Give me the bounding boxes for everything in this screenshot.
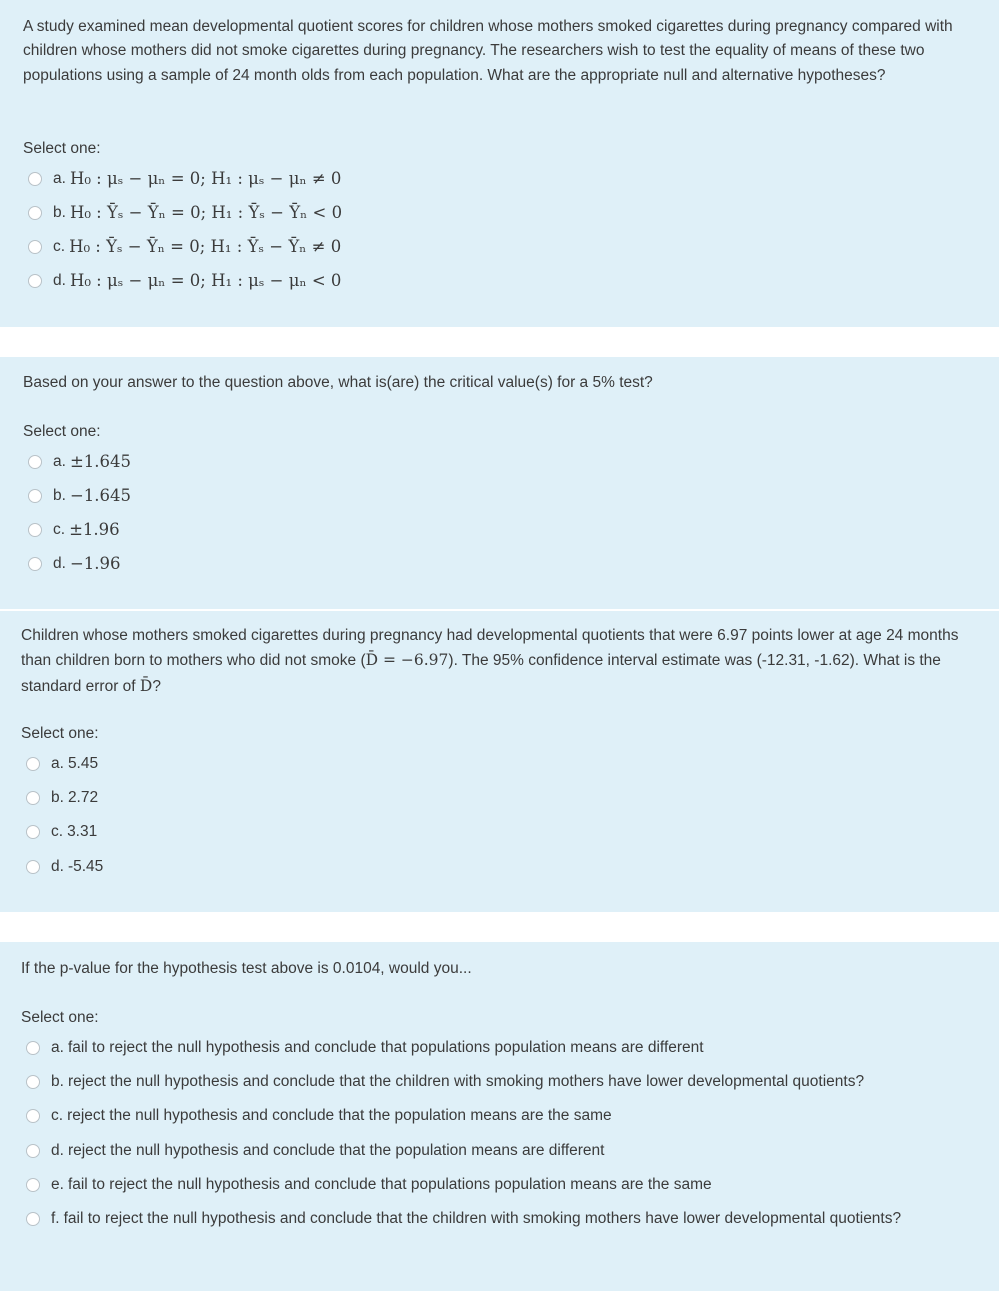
radio-button[interactable] bbox=[28, 206, 42, 220]
question-3-text-part3: ? bbox=[152, 677, 161, 695]
option-formula: H₀ : μₛ − μₙ = 0; H₁ : μₛ − μₙ < 0 bbox=[69, 271, 342, 290]
question-3-text bbox=[21, 624, 981, 699]
dbar-expression: D̄ = −6.97 bbox=[365, 651, 449, 670]
q4-option-e[interactable] bbox=[26, 1173, 976, 1197]
radio-button[interactable] bbox=[28, 172, 42, 186]
option-label: reject the null hypothesis and conclude that the population means are different bbox=[67, 1142, 605, 1159]
q3-option-c[interactable] bbox=[26, 820, 97, 844]
option-label: -5.45 bbox=[67, 858, 104, 875]
radio-button[interactable] bbox=[26, 1212, 40, 1226]
option-value: −1.645 bbox=[69, 486, 131, 505]
q1-option-d[interactable] bbox=[28, 269, 341, 293]
option-letter: c. bbox=[51, 823, 64, 840]
option-letter: e. bbox=[51, 1176, 64, 1193]
radio-button[interactable] bbox=[26, 1041, 40, 1055]
option-letter: a. bbox=[51, 1039, 64, 1056]
option-label: reject the null hypothesis and conclude that the children with smoking mothers have lower developmental quotients? bbox=[67, 1073, 865, 1090]
option-label: 2.72 bbox=[67, 789, 99, 806]
question-3-text-part2: ). The 95% confidence interval estimate was (-12.31, -1.62). What is the standard error of bbox=[21, 652, 941, 695]
option-letter: c. bbox=[53, 238, 66, 255]
question-card-4 bbox=[0, 942, 999, 1291]
radio-button[interactable] bbox=[28, 240, 42, 254]
option-letter: c. bbox=[51, 1107, 64, 1124]
question-card-3 bbox=[0, 611, 999, 912]
q1-option-c[interactable] bbox=[28, 235, 341, 259]
q4-option-a[interactable] bbox=[26, 1036, 976, 1060]
q3-option-d[interactable] bbox=[26, 855, 103, 879]
radio-button[interactable] bbox=[26, 860, 40, 874]
q4-option-d[interactable] bbox=[26, 1139, 976, 1163]
option-label: fail to reject the null hypothesis and conclude that populations population means are different bbox=[67, 1039, 704, 1056]
radio-button[interactable] bbox=[26, 825, 40, 839]
option-letter: d. bbox=[53, 555, 66, 572]
radio-button[interactable] bbox=[26, 757, 40, 771]
option-letter: a. bbox=[51, 755, 64, 772]
q1-option-b[interactable] bbox=[28, 201, 342, 225]
question-4-text: If the p-value for the hypothesis test above is 0.0104, would you... bbox=[21, 960, 472, 977]
select-one-label: Select one: bbox=[21, 725, 99, 742]
radio-button[interactable] bbox=[26, 791, 40, 805]
radio-button[interactable] bbox=[28, 274, 42, 288]
option-value: ±1.645 bbox=[69, 452, 131, 471]
question-3-text-part1: Children whose mothers smoked cigarettes during pregnancy had developmental quotients that were 6.97 points lower at age 24 months than children born to mothers who did not smoke ( bbox=[21, 627, 959, 670]
option-letter: a. bbox=[53, 453, 66, 470]
radio-button[interactable] bbox=[28, 455, 42, 469]
q2-option-b[interactable] bbox=[28, 484, 131, 508]
option-letter: d. bbox=[53, 272, 66, 289]
option-letter: f. bbox=[51, 1210, 60, 1227]
q3-option-a[interactable] bbox=[26, 752, 98, 776]
q1-option-a[interactable] bbox=[28, 167, 341, 191]
question-card-2 bbox=[0, 357, 999, 609]
option-value: −1.96 bbox=[69, 554, 121, 573]
select-one-label: Select one: bbox=[23, 140, 101, 157]
option-label: 5.45 bbox=[67, 755, 99, 772]
radio-button[interactable] bbox=[26, 1109, 40, 1123]
q2-option-a[interactable] bbox=[28, 450, 131, 474]
option-letter: d. bbox=[51, 1142, 64, 1159]
option-letter: b. bbox=[51, 789, 64, 806]
question-2-text: Based on your answer to the question above, what is(are) the critical value(s) for a 5% test? bbox=[23, 374, 653, 391]
dbar-symbol: D̄ bbox=[139, 676, 153, 695]
question-1-text: A study examined mean developmental quotient scores for children whose mothers smoked cigarettes during pregnancy compared with children whose mothers did not smoke cigarettes during pregnancy. The researchers wish to test the equality of means of these two populations using a sample of 24 month olds from each population. What are the appropriate null and alternative hypotheses? bbox=[23, 18, 953, 84]
option-formula: H₀ : Ȳₛ − Ȳₙ = 0; H₁ : Ȳₛ − Ȳₙ ≠ 0 bbox=[69, 237, 342, 256]
option-letter: d. bbox=[51, 858, 64, 875]
radio-button[interactable] bbox=[28, 489, 42, 503]
q4-option-f[interactable] bbox=[26, 1207, 921, 1231]
radio-button[interactable] bbox=[26, 1075, 40, 1089]
option-label: 3.31 bbox=[67, 823, 98, 840]
radio-button[interactable] bbox=[28, 523, 42, 537]
option-letter: b. bbox=[53, 204, 66, 221]
radio-button[interactable] bbox=[26, 1178, 40, 1192]
option-label: reject the null hypothesis and conclude that the population means are the same bbox=[67, 1107, 612, 1124]
q2-option-d[interactable] bbox=[28, 552, 121, 576]
option-letter: b. bbox=[51, 1073, 64, 1090]
question-card-1 bbox=[0, 0, 999, 327]
option-letter: b. bbox=[53, 487, 66, 504]
option-label: fail to reject the null hypothesis and conclude that populations population means are the same bbox=[67, 1176, 712, 1193]
option-label: fail to reject the null hypothesis and conclude that the children with smoking mothers have lower developmental quotients? bbox=[63, 1210, 902, 1227]
option-formula: H₀ : μₛ − μₙ = 0; H₁ : μₛ − μₙ ≠ 0 bbox=[69, 169, 342, 188]
radio-button[interactable] bbox=[28, 557, 42, 571]
q2-option-c[interactable] bbox=[28, 518, 120, 542]
q4-option-b[interactable] bbox=[26, 1070, 976, 1094]
option-letter: c. bbox=[53, 521, 66, 538]
option-letter: a. bbox=[53, 170, 66, 187]
q3-option-b[interactable] bbox=[26, 786, 98, 810]
option-value: ±1.96 bbox=[69, 520, 120, 539]
option-formula: H₀ : Ȳₛ − Ȳₙ = 0; H₁ : Ȳₛ − Ȳₙ < 0 bbox=[69, 203, 343, 222]
select-one-label: Select one: bbox=[21, 1009, 99, 1026]
q4-option-c[interactable] bbox=[26, 1104, 976, 1128]
radio-button[interactable] bbox=[26, 1144, 40, 1158]
select-one-label: Select one: bbox=[23, 423, 101, 440]
